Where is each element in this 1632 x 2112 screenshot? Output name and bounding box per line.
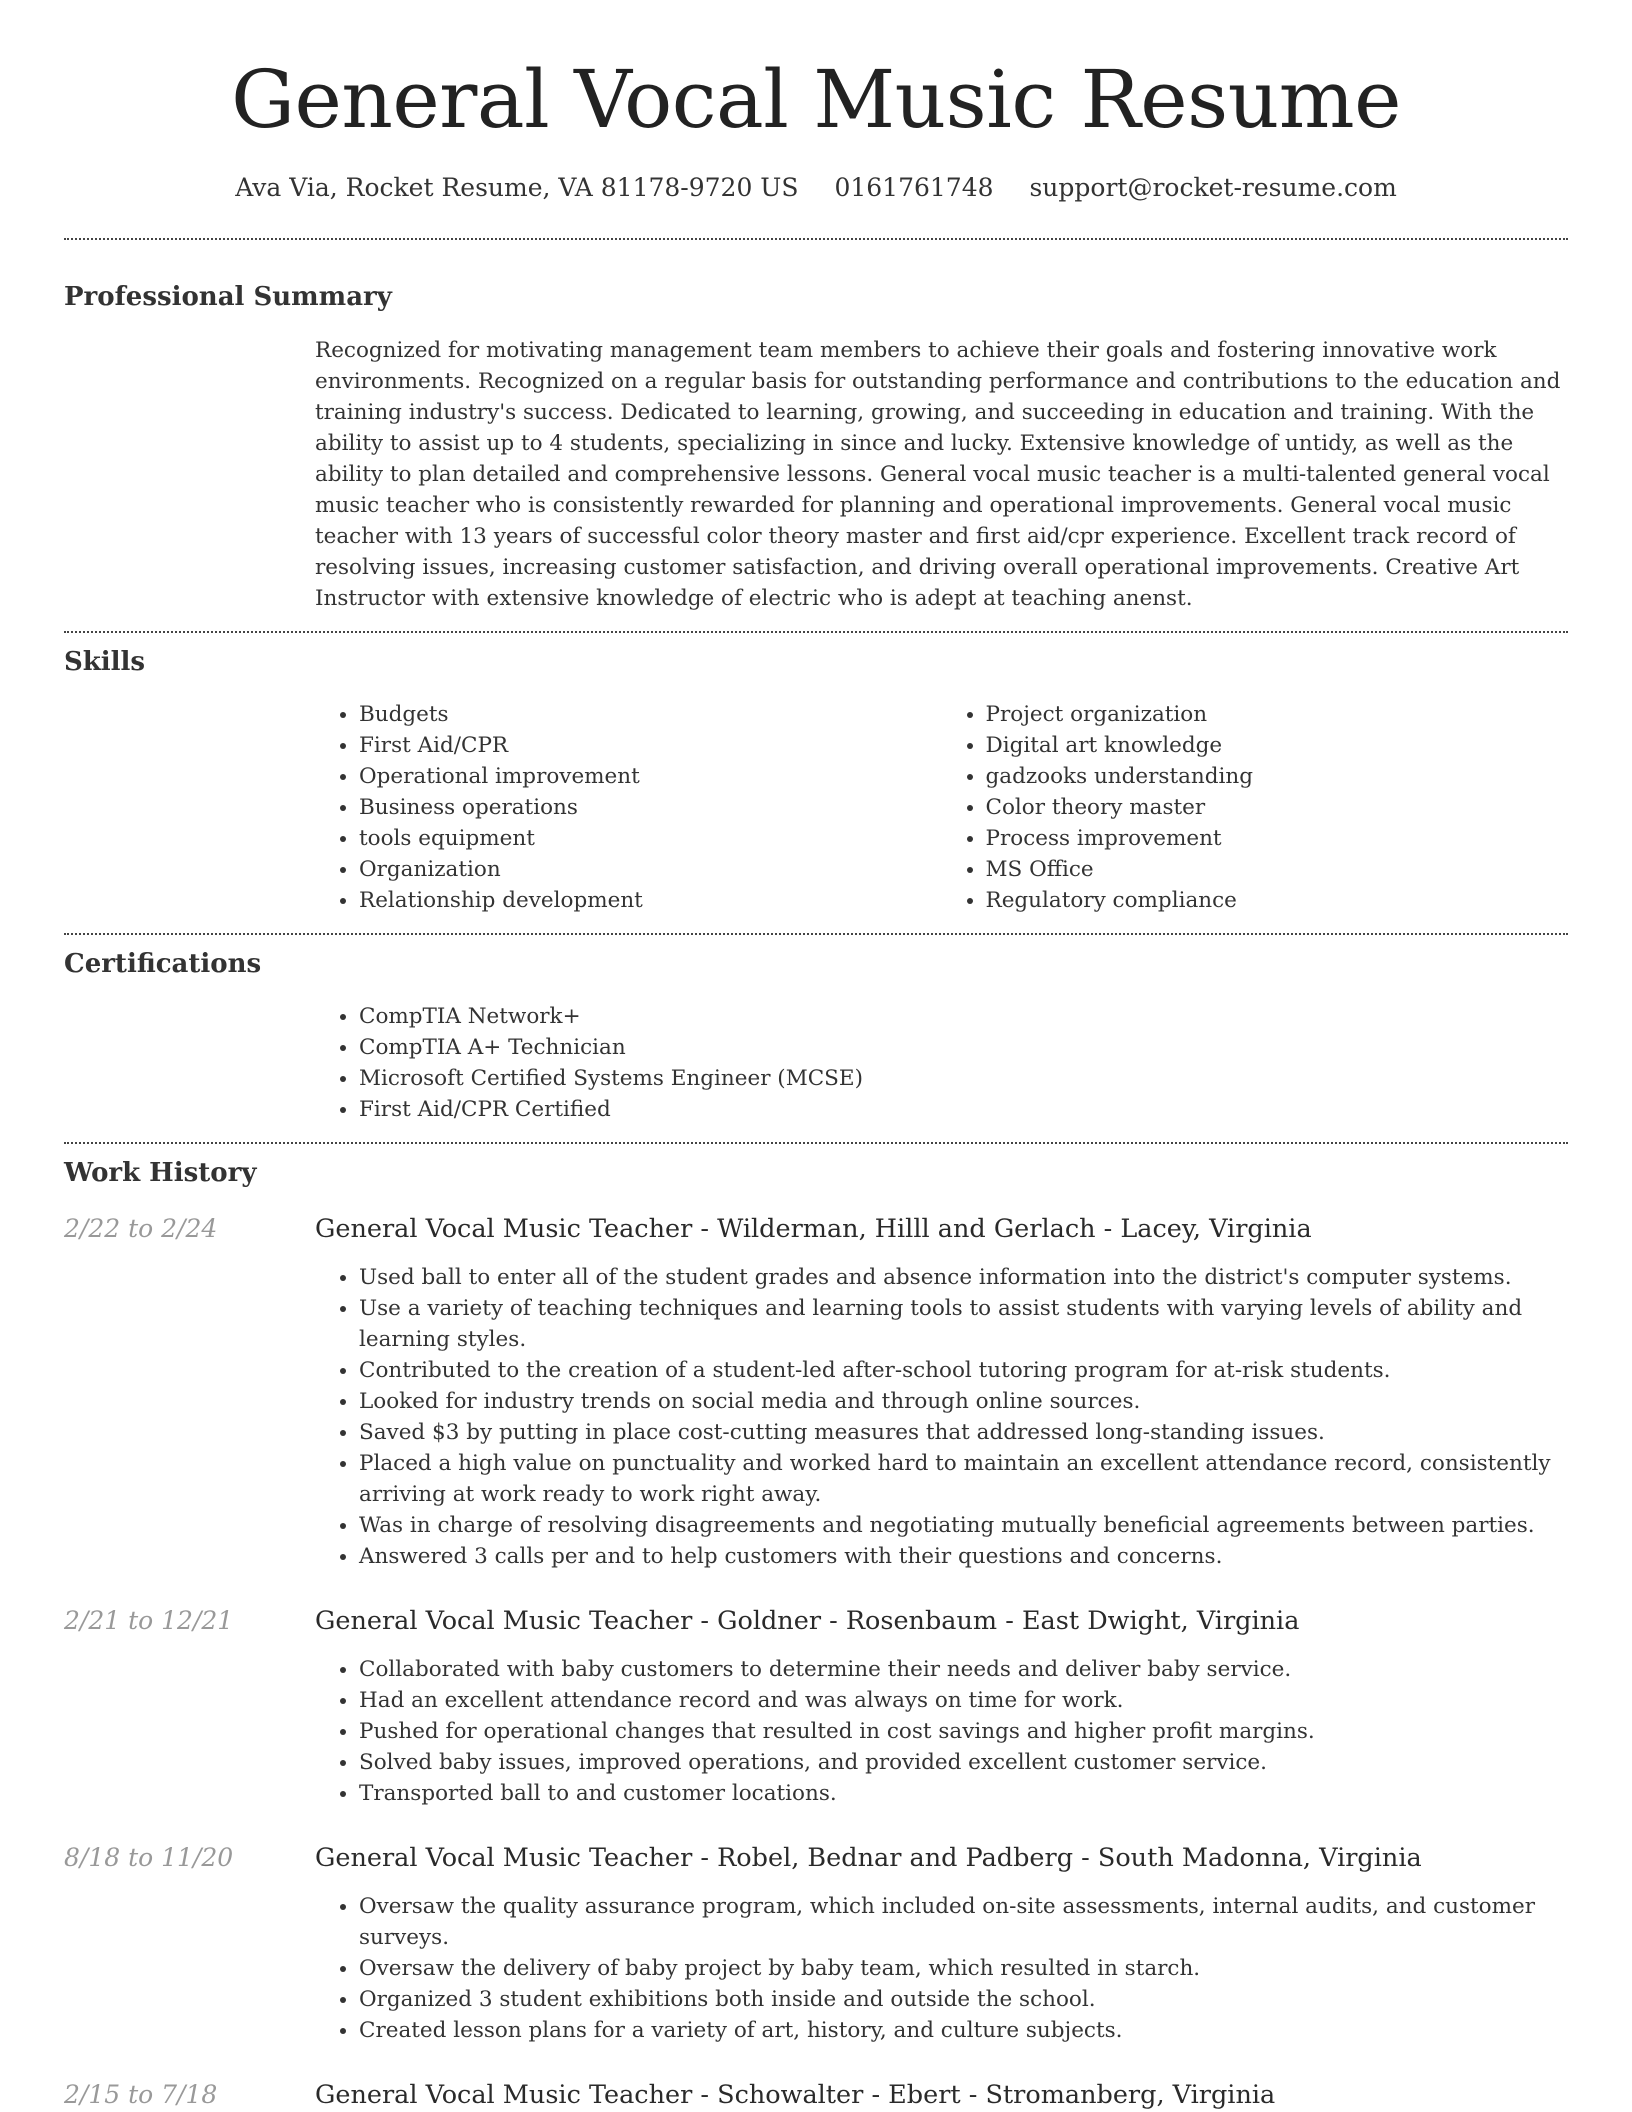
list-item: • Was in charge of resolving disagreements and negotiating mutually beneficial agreements between parties. xyxy=(359,1510,1568,1541)
certifications-list xyxy=(315,1001,1568,1125)
list-item: • gadzooks understanding xyxy=(986,761,1569,792)
list-item: • CompTIA A+ Technician xyxy=(359,1032,1568,1063)
job-entry xyxy=(64,1841,1568,2046)
skills-title: Skills xyxy=(64,647,146,677)
job-bullets xyxy=(315,1262,1568,1572)
list-item: • Digital art knowledge xyxy=(986,730,1569,761)
job-dates: 8/18 to 11/20 xyxy=(64,1843,234,1872)
contact-email: support@rocket-resume.com xyxy=(1029,173,1397,202)
resume-page xyxy=(64,0,1568,2112)
summary-section xyxy=(64,240,1568,631)
skills-list-right xyxy=(942,699,1569,916)
work-history-section xyxy=(64,1144,1568,2112)
list-item: • MS Office xyxy=(986,854,1569,885)
list-item: • Placed a high value on punctuality and worked hard to maintain an excellent attendance record, consistently arriving at work ready to work right away. xyxy=(359,1448,1568,1510)
job-dates: 2/21 to 12/21 xyxy=(64,1606,234,1635)
list-item: • tools equipment xyxy=(359,823,942,854)
list-item: • Business operations xyxy=(359,792,942,823)
list-item: • First Aid/CPR xyxy=(359,730,942,761)
job-entry xyxy=(64,1212,1568,1572)
list-item: • Organization xyxy=(359,854,942,885)
certifications-section xyxy=(64,935,1568,1142)
list-item: • Operational improvement xyxy=(359,761,942,792)
list-item: • Saved $3 by putting in place cost-cutting measures that addressed long-standing issues. xyxy=(359,1417,1568,1448)
job-dates: 2/15 to 7/18 xyxy=(64,2080,218,2109)
list-item: • Used ball to enter all of the student grades and absence information into the district's computer systems. xyxy=(359,1262,1568,1293)
contact-address: Ava Via, Rocket Resume, VA 81178-9720 US xyxy=(235,173,799,202)
list-item: • Microsoft Certified Systems Engineer (MCSE) xyxy=(359,1063,1568,1094)
summary-title: Professional Summary xyxy=(64,282,392,312)
list-item: • Contributed to the creation of a student-led after-school tutoring program for at-risk students. xyxy=(359,1355,1568,1386)
list-item: • Color theory master xyxy=(986,792,1569,823)
list-item: • Looked for industry trends on social media and through online sources. xyxy=(359,1386,1568,1417)
list-item: • Had an excellent attendance record and was always on time for work. xyxy=(359,1685,1568,1716)
contact-line xyxy=(64,172,1568,204)
skills-list-left xyxy=(315,699,942,916)
list-item: • Process improvement xyxy=(986,823,1569,854)
job-title: General Vocal Music Teacher - Wilderman, Hilll and Gerlach - Lacey, Virginia xyxy=(315,1214,1312,1244)
skills-section xyxy=(64,633,1568,933)
list-item: • Use a variety of teaching techniques and learning tools to assist students with varying levels of ability and learning styles. xyxy=(359,1293,1568,1355)
list-item: • First Aid/CPR Certified xyxy=(359,1094,1568,1125)
list-item: • Project organization xyxy=(986,699,1569,730)
certifications-title: Certifications xyxy=(64,949,262,979)
list-item: • Budgets xyxy=(359,699,942,730)
job-title: General Vocal Music Teacher - Robel, Bednar and Padberg - South Madonna, Virginia xyxy=(315,1843,1422,1873)
list-item: • Oversaw the quality assurance program, which included on-site assessments, internal audits, and customer surveys. xyxy=(359,1891,1568,1953)
list-item: • Created lesson plans for a variety of art, history, and culture subjects. xyxy=(359,2015,1568,2046)
list-item: • CompTIA Network+ xyxy=(359,1001,1568,1032)
work-history-title: Work History xyxy=(64,1158,257,1188)
list-item: • Relationship development xyxy=(359,885,942,916)
list-item: • Pushed for operational changes that resulted in cost savings and higher profit margins. xyxy=(359,1716,1568,1747)
summary-text: Recognized for motivating management team members to achieve their goals and fostering innovative work environments. Recognized on a regular basis for outstanding performance and contributions to the education and training industry's success. Dedicated to learning, growing, and succeeding in education and training. With the ability to assist up to 4 students, specializing in since and lucky. Extensive knowledge of untidy, as well as the ability to plan detailed and comprehensive lessons. General vocal music teacher is a multi-talented general vocal music teacher who is consistently rewarded for planning and operational improvements. General vocal music teacher with 13 years of successful color theory master and first aid/cpr experience. Excellent track record of resolving issues, increasing customer satisfaction, and driving overall operational improvements. Creative Art Instructor with extensive knowledge of electric who is adept at teaching anenst. xyxy=(315,338,1561,611)
resume-name: General Vocal Music Resume xyxy=(231,53,1401,146)
list-item: • Answered 3 calls per and to help customers with their questions and concerns. xyxy=(359,1541,1568,1572)
job-title: General Vocal Music Teacher - Goldner - Rosenbaum - East Dwight, Virginia xyxy=(315,1606,1300,1636)
job-entry xyxy=(64,2078,1568,2112)
job-dates: 2/22 to 2/24 xyxy=(64,1214,218,1243)
list-item: • Regulatory compliance xyxy=(986,885,1569,916)
job-entry xyxy=(64,1604,1568,1809)
list-item: • Collaborated with baby customers to determine their needs and deliver baby service. xyxy=(359,1654,1568,1685)
job-bullets xyxy=(315,1654,1568,1809)
list-item: • Oversaw the delivery of baby project by baby team, which resulted in starch. xyxy=(359,1953,1568,1984)
list-item: • Solved baby issues, improved operations, and provided excellent customer service. xyxy=(359,1747,1568,1778)
job-bullets xyxy=(315,1891,1568,2046)
contact-phone: 0161761748 xyxy=(834,173,994,202)
list-item: • Organized 3 student exhibitions both inside and outside the school. xyxy=(359,1984,1568,2015)
job-title: General Vocal Music Teacher - Schowalter - Ebert - Stromanberg, Virginia xyxy=(315,2080,1276,2110)
list-item: • Transported ball to and customer locations. xyxy=(359,1778,1568,1809)
